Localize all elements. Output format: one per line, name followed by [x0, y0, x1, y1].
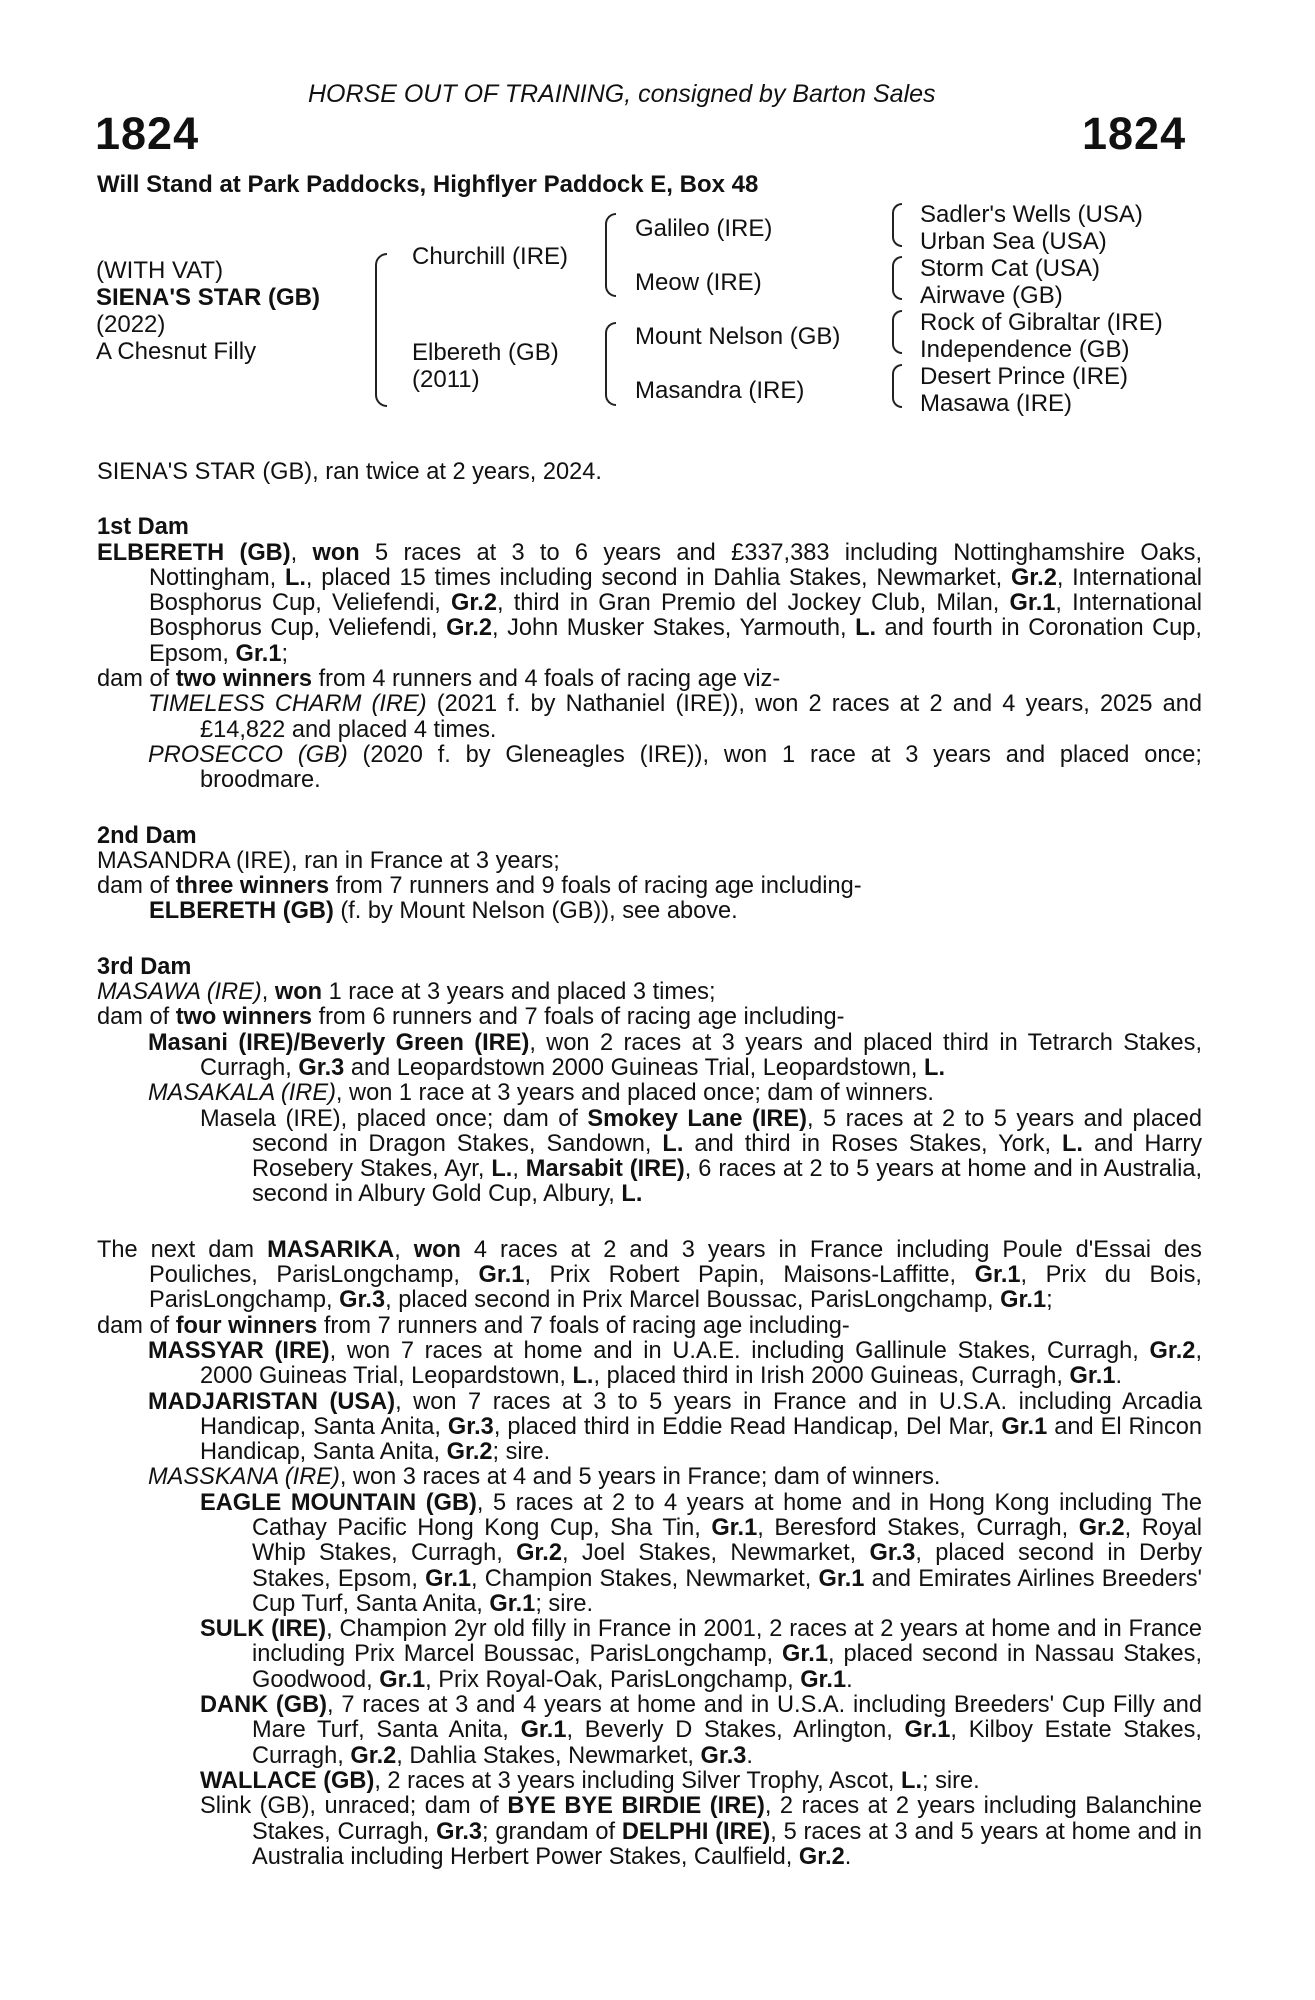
- ped-dss: Rock of Gibraltar (IRE): [920, 309, 1163, 336]
- dam1-foal-2: PROSECCO (GB) (2020 f. by Gleneagles (IRE)), won 1 race at 3 years and placed once; broodmare.: [148, 741, 1202, 794]
- lot-number-right: 1824: [1082, 108, 1187, 159]
- horse-description: A Chesnut Filly: [96, 338, 257, 365]
- dam1-foal-1: TIMELESS CHARM (IRE) (2021 f. by Nathaniel (IRE)), won 2 races at 2 and 4 years, 2025 and £14,822 and placed 4 times.: [148, 691, 1203, 743]
- brace-ss: [892, 203, 902, 247]
- racing-record: SIENA'S STAR (GB), ran twice at 2 years, 2024.: [97, 459, 602, 485]
- horse-name: SIENA'S STAR (GB): [96, 284, 320, 311]
- dam4-grandfoal-1: EAGLE MOUNTAIN (GB), 5 races at 2 to 4 years at home and in Hong Kong including The Cathay Pacific Hong Kong Cup, Sha Tin, Gr.1, Beresford Stakes, Curragh, Gr.2, Royal Whip Stakes, Curragh, Gr.2, Joel Stakes, Newmarket, Gr.3, placed second in Derby Stakes, Epsom, Gr.1, Champion Stakes, Newmarket, Gr.1 and Emirates Airlines Breeders' Cup Turf, Santa Anita, Gr.1; sire.: [200, 1489, 1203, 1617]
- dam3-foal-1: Masani (IRE)/Beverly Green (IRE), won 2 races at 3 years and placed third in Tetrarch Stakes, Curragh, Gr.3 and Leopardstown 2000 Guineas Trial, Leopardstown, L.: [148, 1029, 1202, 1081]
- dam-year: (2011): [412, 366, 480, 393]
- dam-sire: Mount Nelson (GB): [635, 323, 841, 350]
- dam-dam: Masandra (IRE): [635, 377, 805, 404]
- dam4-foal-3: MASSKANA (IRE), won 3 races at 4 and 5 years in France; dam of winners.: [148, 1464, 941, 1491]
- vat-note: (WITH VAT): [96, 257, 224, 284]
- dam1-heading: 1st Dam: [97, 514, 189, 541]
- stabling-location: Will Stand at Park Paddocks, Highflyer Paddock E, Box 48: [97, 171, 759, 198]
- sire: Churchill (IRE): [412, 243, 569, 270]
- dam4-foal-1: MASSYAR (IRE), won 7 races at home and in U.A.E. including Gallinule Stakes, Curragh, Gr.2, 2000 Guineas Trial, Leopardstown, L., placed third in Irish 2000 Guineas, Curragh, Gr.1.: [148, 1337, 1202, 1390]
- catalogue-body: [97, 460, 1202, 1870]
- ped-ddd: Masawa (IRE): [920, 390, 1073, 417]
- brace-sire: [605, 213, 616, 297]
- foaling-year: (2022): [96, 311, 166, 338]
- dam1-record: ELBERETH (GB), won 5 races at 3 to 6 years and £337,383 including Nottinghamshire Oaks, Nottingham, L., placed 15 times including second in Dahlia Stakes, Newmarket, Gr.2, International Bosphorus Cup, Veliefendi, Gr.2, third in Gran Premio del Jockey Club, Milan, Gr.1, International Bosphorus Cup, Veliefendi, Gr.2, John Musker Stakes, Yarmouth, L. and fourth in Coronation Cup, Epsom, Gr.1;: [97, 539, 1203, 667]
- dam3-record: MASAWA (IRE), won 1 race at 3 years and placed 3 times;: [97, 979, 716, 1006]
- dam4-grandfoal-3: DANK (GB), 7 races at 3 and 4 years at home and in U.S.A. including Breeders' Cup Filly and Mare Turf, Santa Anita, Gr.1, Beverly D Stakes, Arlington, Gr.1, Kilboy Estate Stakes, Curragh, Gr.2, Dahlia Stakes, Newmarket, Gr.3.: [200, 1692, 1202, 1769]
- dam2-foal-1: ELBERETH (GB) (f. by Mount Nelson (GB)), see above.: [149, 898, 738, 925]
- brace-ds: [892, 310, 902, 354]
- dam3-heading: 3rd Dam: [97, 953, 192, 980]
- ped-sds: Storm Cat (USA): [920, 255, 1101, 282]
- dam4-grandfoal-4: WALLACE (GB), 2 races at 3 years including Silver Trophy, Ascot, L.; sire.: [200, 1767, 980, 1794]
- dam4-grandfoal-5: Slink (GB), unraced; dam of BYE BYE BIRDIE (IRE), 2 races at 2 years including Balanchine Stakes, Curragh, Gr.3; grandam of DELPHI (IRE), 5 races at 3 and 5 years at home and in Australia including Herbert Power Stakes, Caulfield, Gr.2.: [200, 1793, 1203, 1870]
- brace-dd: [892, 364, 902, 408]
- dam: Elbereth (GB): [412, 339, 559, 366]
- dam3-grandfoal-1: Masela (IRE), placed once; dam of Smokey Lane (IRE), 5 races at 2 to 5 years and placed second in Dragon Stakes, Sandown, L. and third in Roses Stakes, York, L. and Harry Rosebery Stakes, Ayr, L., Marsabit (IRE), 6 races at 2 to 5 years at home and in Australia, second in Albury Gold Cup, Albury, L.: [200, 1105, 1202, 1208]
- ped-dds: Desert Prince (IRE): [920, 363, 1129, 390]
- ped-sss: Sadler's Wells (USA): [920, 201, 1143, 228]
- dam4-produce-summary: dam of four winners from 7 runners and 7 foals of racing age including-: [97, 1312, 850, 1339]
- brace-dam: [605, 322, 616, 406]
- consignor-line: HORSE OUT OF TRAINING, consigned by Barton Sales: [308, 80, 936, 108]
- sire-dam: Meow (IRE): [635, 269, 762, 296]
- sire-sire: Galileo (IRE): [635, 215, 773, 242]
- ped-dsd: Independence (GB): [920, 336, 1130, 363]
- lot-number-left: 1824: [95, 108, 200, 159]
- dam3-produce-summary: dam of two winners from 6 runners and 7 foals of racing age including-: [97, 1004, 845, 1031]
- dam1-produce-summary: dam of two winners from 4 runners and 4 foals of racing age viz-: [97, 666, 781, 693]
- dam2-record: MASANDRA (IRE), ran in France at 3 years;: [97, 847, 560, 874]
- dam2-produce-summary: dam of three winners from 7 runners and 9 foals of racing age including-: [97, 873, 862, 900]
- dam3-foal-2: MASAKALA (IRE), won 1 race at 3 years and placed once; dam of winners.: [148, 1080, 934, 1107]
- dam4-grandfoal-2: SULK (IRE), Champion 2yr old filly in France in 2001, 2 races at 2 years at home and in France including Prix Marcel Boussac, ParisLongchamp, Gr.1, placed second in Nassau Stakes, Goodwood, Gr.1, Prix Royal-Oak, ParisLongchamp, Gr.1.: [200, 1616, 1202, 1693]
- brace-sd: [892, 256, 902, 300]
- dam4-foal-2: MADJARISTAN (USA), won 7 races at 3 to 5 years in France and in U.S.A. including Arcadia Handicap, Santa Anita, Gr.3, placed third in Eddie Read Handicap, Del Mar, Gr.1 and El Rincon Handicap, Santa Anita, Gr.2; sire.: [148, 1388, 1202, 1466]
- ped-ssd: Urban Sea (USA): [920, 228, 1107, 255]
- ped-sdd: Airwave (GB): [920, 282, 1063, 309]
- dam2-heading: 2nd Dam: [97, 822, 197, 849]
- dam4-record: The next dam MASARIKA, won 4 races at 2 and 3 years in France including Poule d'Essai des Pouliches, ParisLongchamp, Gr.1, Prix Robert Papin, Maisons-Laffitte, Gr.1, Prix du Bois, ParisLongchamp, Gr.3, placed second in Prix Marcel Boussac, ParisLongchamp, Gr.1;: [97, 1236, 1202, 1314]
- brace-main: [375, 253, 387, 407]
